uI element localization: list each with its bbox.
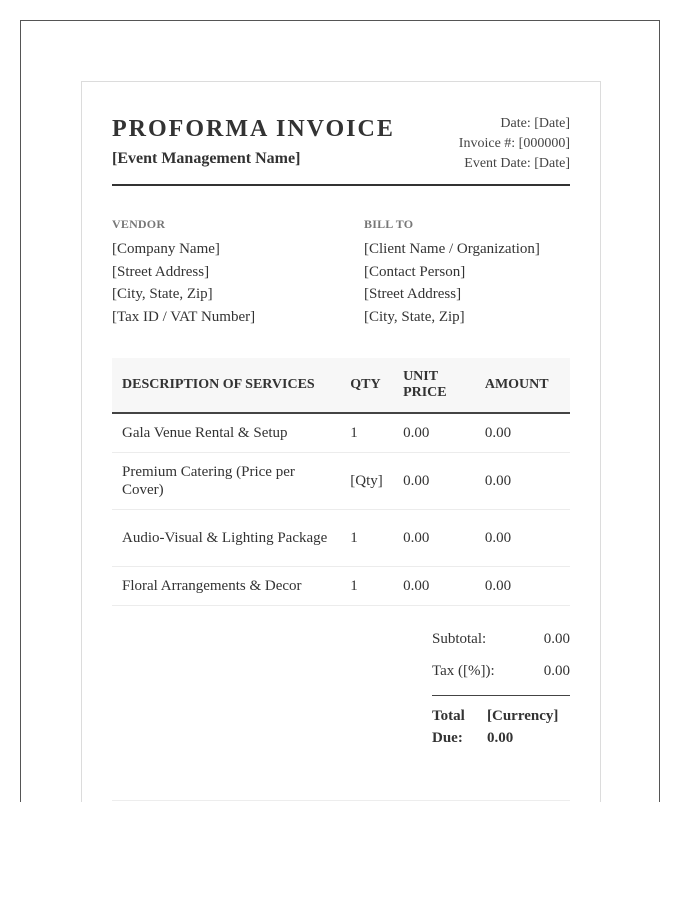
bill-to-street: [Street Address]: [364, 286, 462, 302]
invoice-meta: [459, 114, 570, 174]
invoice-number: Invoice #: [000000]: [458, 136, 570, 151]
totals-block: [432, 625, 570, 746]
vendor-label: VENDOR: [112, 217, 166, 231]
invoice-title: PROFORMA INVOICE: [112, 116, 395, 142]
bill-to-client: [Client Name / Organization]: [364, 241, 540, 257]
subtotal-row: [432, 625, 570, 657]
bill-to-block: [364, 217, 594, 328]
bill-to-label: BILL TO: [364, 217, 414, 231]
subtotal-label: Subtotal:: [432, 631, 487, 647]
row-qty: [Qty]: [340, 453, 393, 510]
vendor-block: [112, 217, 342, 328]
table-row: [112, 413, 570, 453]
event-management-name: [Event Management Name]: [112, 150, 301, 167]
header-amount: AMOUNT: [475, 358, 570, 413]
table-header-row: [112, 358, 570, 413]
row-unit-price: 0.00: [393, 567, 475, 606]
tax-row: [432, 657, 570, 689]
header-description: DESCRIPTION OF SERVICES: [112, 358, 340, 413]
vendor-tax-id: [Tax ID / VAT Number]: [112, 308, 256, 325]
table-row: [112, 453, 570, 510]
row-unit-price: 0.00: [393, 453, 475, 510]
invoice-date: Date: [Date]: [500, 116, 570, 131]
row-qty: 1: [340, 567, 393, 606]
footer-divider: [112, 800, 570, 801]
vendor-street: [Street Address]: [112, 263, 210, 280]
row-description: Premium Catering (Price per Cover): [112, 453, 340, 510]
table-row: [112, 567, 570, 606]
subtotal-value: 0.00: [543, 631, 570, 647]
totals-divider: [432, 695, 570, 696]
invoice-header: [112, 112, 570, 186]
row-qty: 1: [340, 510, 393, 567]
row-unit-price: 0.00: [393, 510, 475, 567]
vendor-city: [City, State, Zip]: [112, 286, 213, 302]
row-description: Gala Venue Rental & Setup: [112, 413, 340, 453]
table-row: [112, 510, 570, 567]
bill-to-city: [City, State, Zip]: [364, 308, 465, 325]
services-table: [112, 358, 570, 606]
row-amount: 0.00: [475, 413, 570, 453]
invoice-sheet: [81, 81, 601, 802]
tax-value: 0.00: [543, 663, 570, 679]
row-description: Audio-Visual & Lighting Package: [112, 510, 340, 567]
vendor-company: [Company Name]: [112, 241, 220, 257]
row-unit-price: 0.00: [393, 413, 475, 453]
row-qty: 1: [340, 413, 393, 453]
total-due-label: Total Due:: [432, 708, 465, 746]
total-due-value: [Currency] 0.00: [487, 708, 559, 746]
bill-to-contact: [Contact Person]: [364, 263, 466, 280]
row-amount: 0.00: [475, 567, 570, 606]
tax-label: Tax ([%]):: [432, 663, 495, 679]
row-amount: 0.00: [475, 510, 570, 567]
row-description: Floral Arrangements & Decor: [112, 567, 340, 606]
header-qty: QTY: [340, 358, 393, 413]
header-unit-price: UNIT PRICE: [393, 358, 475, 413]
row-amount: 0.00: [475, 453, 570, 510]
event-date: Event Date: [Date]: [464, 156, 570, 171]
